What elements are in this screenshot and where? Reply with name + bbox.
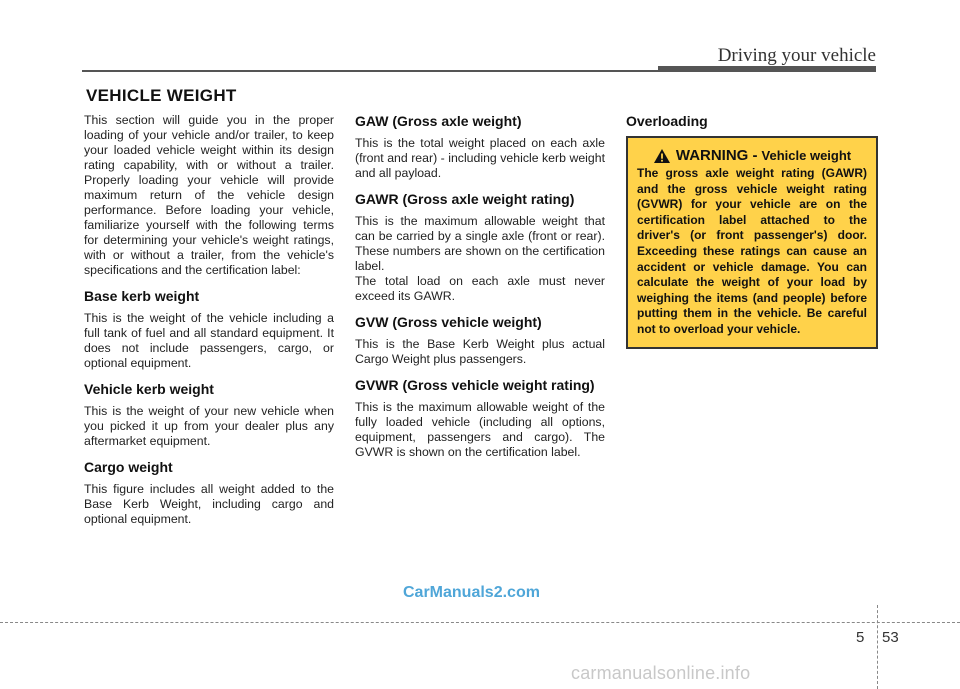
warning-header	[637, 147, 867, 164]
vehicle-kerb-text: This is the weight of your new vehicle when you picked it up from your dealer plus any aftermarket equipment.	[84, 404, 334, 448]
footer-divider	[0, 622, 960, 623]
gawr-heading: GAWR (Gross axle weight rating)	[355, 191, 575, 207]
gaw-text: This is the total weight placed on each axle (front and rear) - including vehicle kerb weight and all payload.	[355, 136, 605, 180]
warning-box	[626, 136, 878, 349]
column-1	[84, 113, 334, 527]
chapter-number: 5	[856, 629, 865, 646]
gawr-text: This is the maximum allowable weight that can be carried by a single axle (front or rear). These numbers are shown on the certification label.	[355, 214, 605, 273]
footer-vertical-divider	[877, 605, 878, 689]
section-heading: VEHICLE WEIGHT	[86, 86, 237, 105]
warning-label: WARNING -	[675, 147, 758, 164]
intro-paragraph: This section will guide you in the proper loading of your vehicle and/or trailer, to keep your loaded vehicle weight within its design rating capability, with or without a trailer. Properly loading your vehicle will provide maximum return of the vehicle design performance. Before loading your vehicle, familiarize yourself with the following terms for determining your vehicle's weight ratings, with or without a trailer, from the vehicle's specifications and the certification label:	[84, 113, 334, 277]
page-header-title: Driving your vehicle	[717, 45, 876, 66]
base-kerb-heading: Base kerb weight	[84, 288, 200, 304]
gawr-text-2: The total load on each axle must never exceed its GAWR.	[355, 274, 605, 303]
page-number: 53	[882, 629, 899, 646]
warning-triangle-icon	[653, 148, 671, 164]
header-accent-bar	[658, 66, 876, 72]
gvw-heading: GVW (Gross vehicle weight)	[355, 314, 542, 330]
gvwr-heading: GVWR (Gross vehicle weight rating)	[355, 377, 595, 393]
cargo-heading: Cargo weight	[84, 459, 173, 475]
overloading-heading: Overloading	[626, 113, 708, 129]
carmanuals-watermark: CarManuals2.com	[403, 584, 540, 601]
gvw-text: This is the Base Kerb Weight plus actual Cargo Weight plus passengers.	[355, 337, 605, 366]
warning-topic: Vehicle weight	[761, 148, 852, 163]
footer-watermark: carmanualsonline.info	[571, 663, 751, 683]
vehicle-kerb-heading: Vehicle kerb weight	[84, 381, 214, 397]
warning-text: The gross axle weight rating (GAWR) and the gross vehicle weight rating (GVWR) for your vehicle are on the certification label attached to the driver's (or front passenger's) door. Exceeding these ratings can cause an accident or vehicle damage. You can calculate the weight of your load by weighing the items (and people) before putting them in the vehicle. Be careful not to overload your vehicle.	[637, 166, 867, 336]
base-kerb-text: This is the weight of the vehicle including a full tank of fuel and all standard equipment. It does not include passengers, cargo, or optional equipment.	[84, 311, 334, 370]
gvwr-text: This is the maximum allowable weight of the fully loaded vehicle (including all options, equipment, passengers and cargo). The GVWR is shown on the certification label.	[355, 400, 605, 459]
header-divider	[82, 70, 662, 72]
column-3	[626, 113, 878, 349]
column-2	[355, 113, 605, 460]
cargo-text: This figure includes all weight added to the Base Kerb Weight, including cargo and optional equipment.	[84, 482, 334, 526]
gaw-heading: GAW (Gross axle weight)	[355, 113, 522, 129]
